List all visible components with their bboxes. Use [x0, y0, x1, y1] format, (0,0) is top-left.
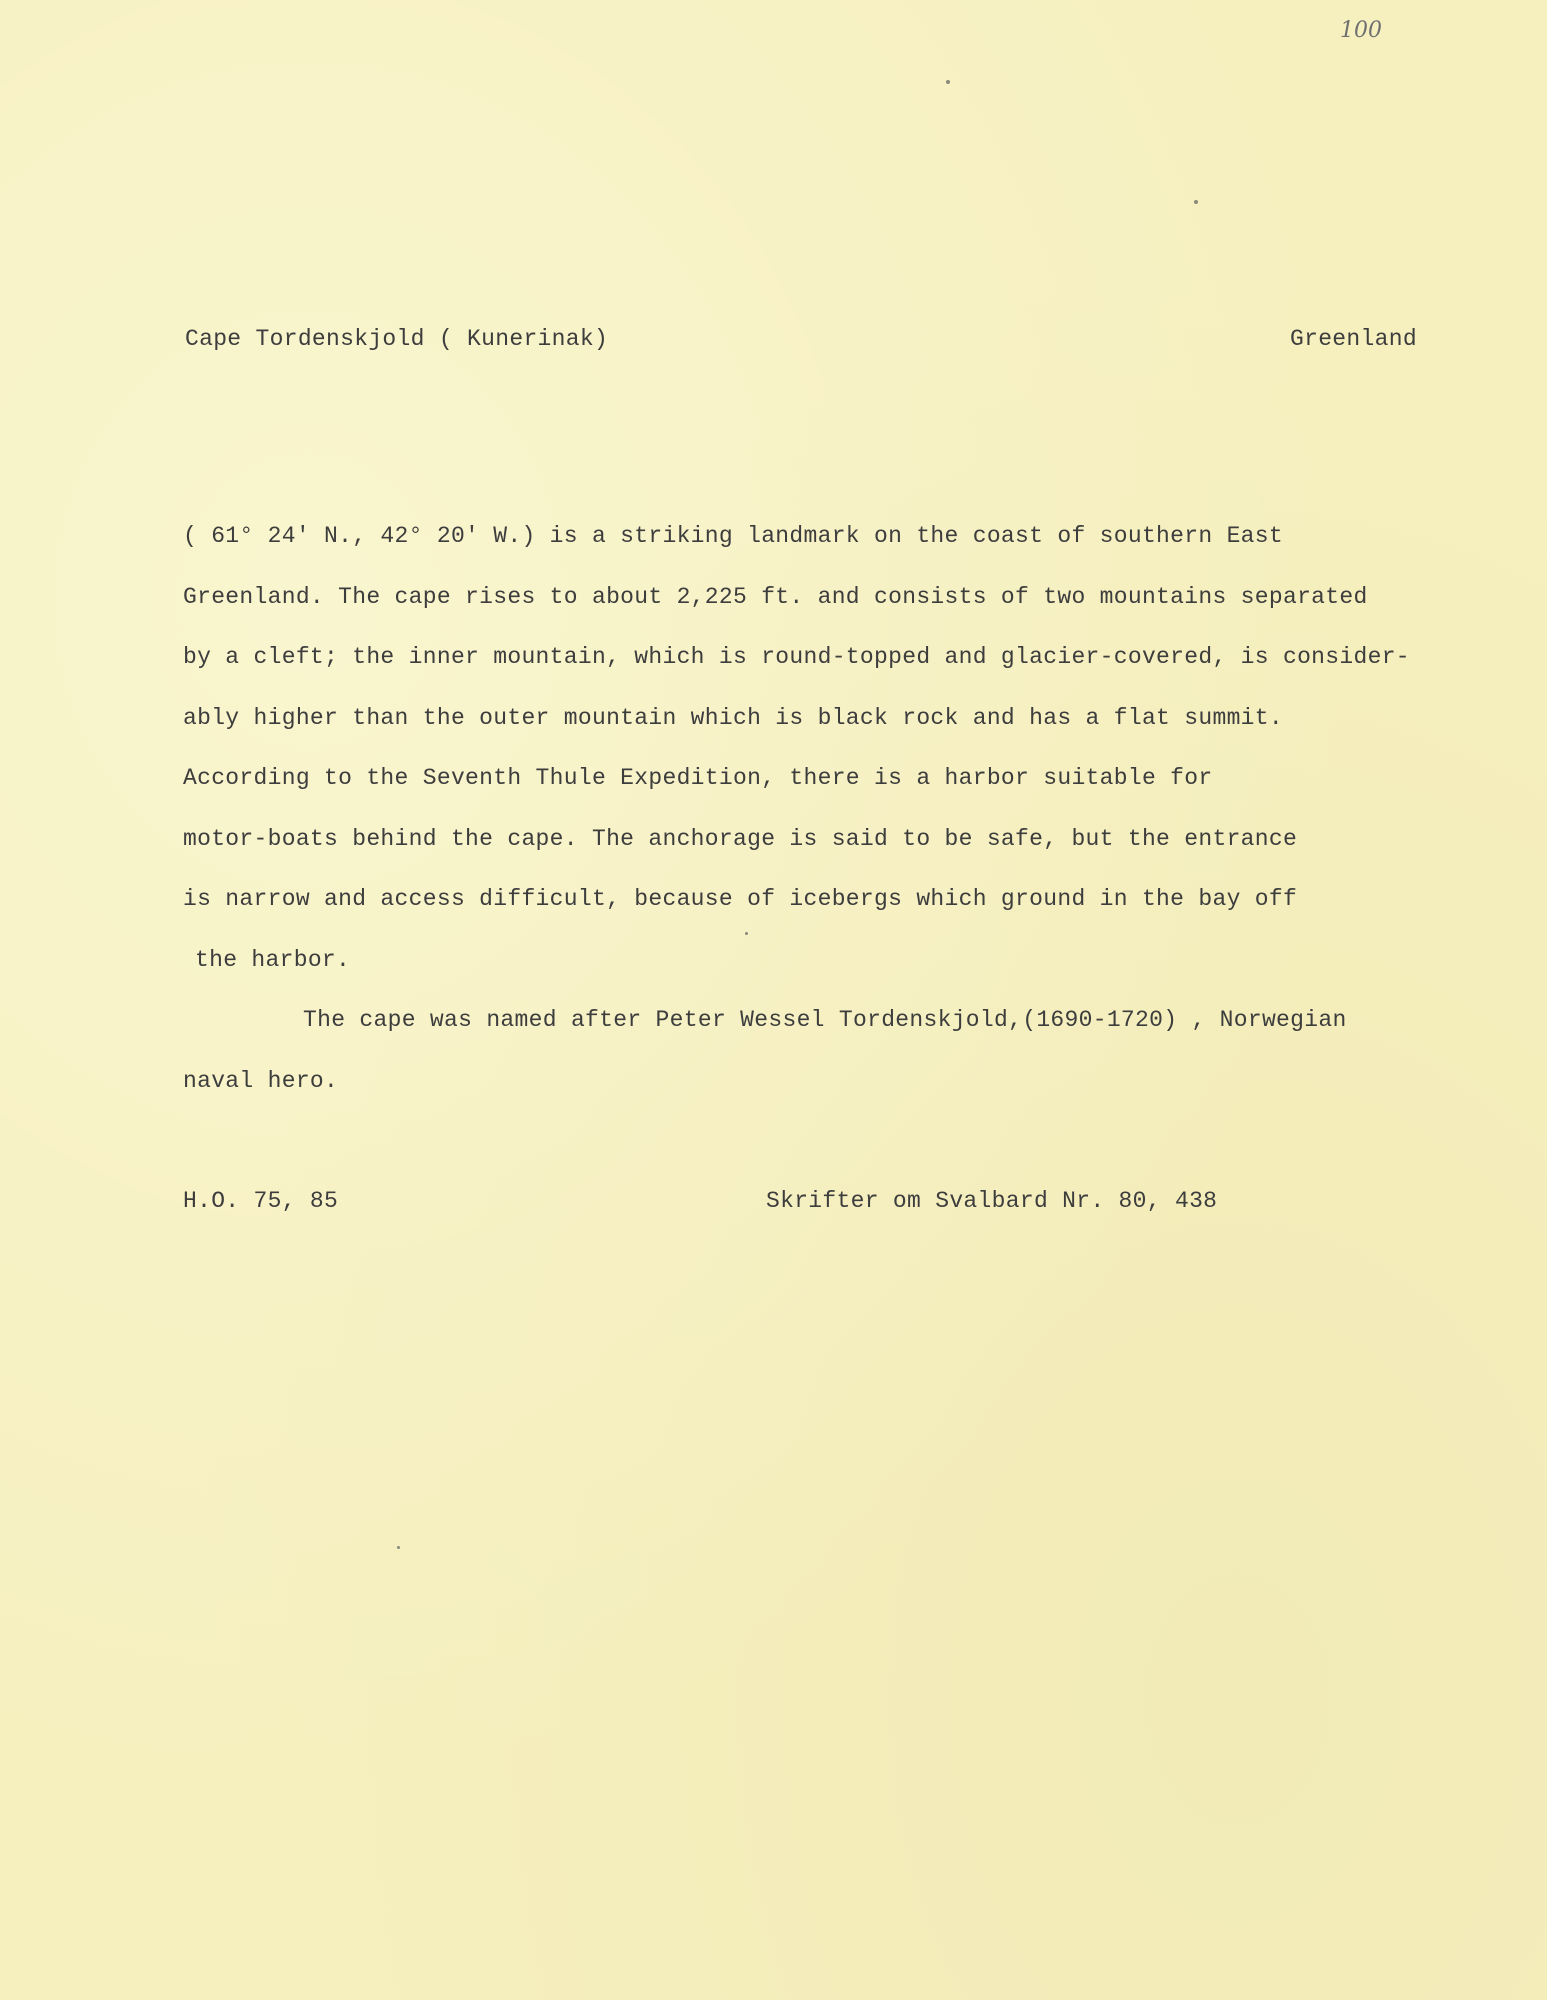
body-line: naval hero. — [183, 1067, 339, 1094]
body-line: is narrow and access difficult, because of icebergs which ground in the bay off — [183, 886, 1298, 912]
paper-speck — [946, 80, 950, 84]
paper-speck — [1194, 200, 1198, 204]
page-number: 100 — [1340, 18, 1382, 43]
entry-title: Cape Tordenskjold ( Kunerinak) — [185, 326, 609, 352]
body-line: ably higher than the outer mountain which is black rock and has a flat summit. — [183, 704, 1283, 731]
body-line: motor-boats behind the cape. The anchorage is said to be safe, but the entrance — [183, 825, 1298, 852]
body-line: Greenland. The cape rises to about 2,225 ft. and consists of two mountains separated — [183, 583, 1368, 610]
body-line: The cape was named after Peter Wessel Tordenskjold,(1690-1720) , Norwegian — [303, 1007, 1347, 1033]
reference-right: Skrifter om Svalbard Nr. 80, 438 — [766, 1188, 1218, 1214]
entry-body — [183, 506, 1543, 1111]
body-line: the harbor. — [195, 946, 351, 973]
entry-region: Greenland — [1290, 326, 1417, 352]
paper-speck — [745, 932, 748, 935]
body-line: According to the Seventh Thule Expedition, there is a harbor suitable for — [183, 765, 1213, 791]
body-line: ( 61° 24' N., 42° 20' W.) is a striking landmark on the coast of southern East — [183, 523, 1283, 549]
reference-left: H.O. 75, 85 — [183, 1188, 339, 1214]
body-line: by a cleft; the inner mountain, which is round-topped and glacier-covered, is consider- — [183, 644, 1410, 670]
paper-speck — [397, 1546, 400, 1549]
